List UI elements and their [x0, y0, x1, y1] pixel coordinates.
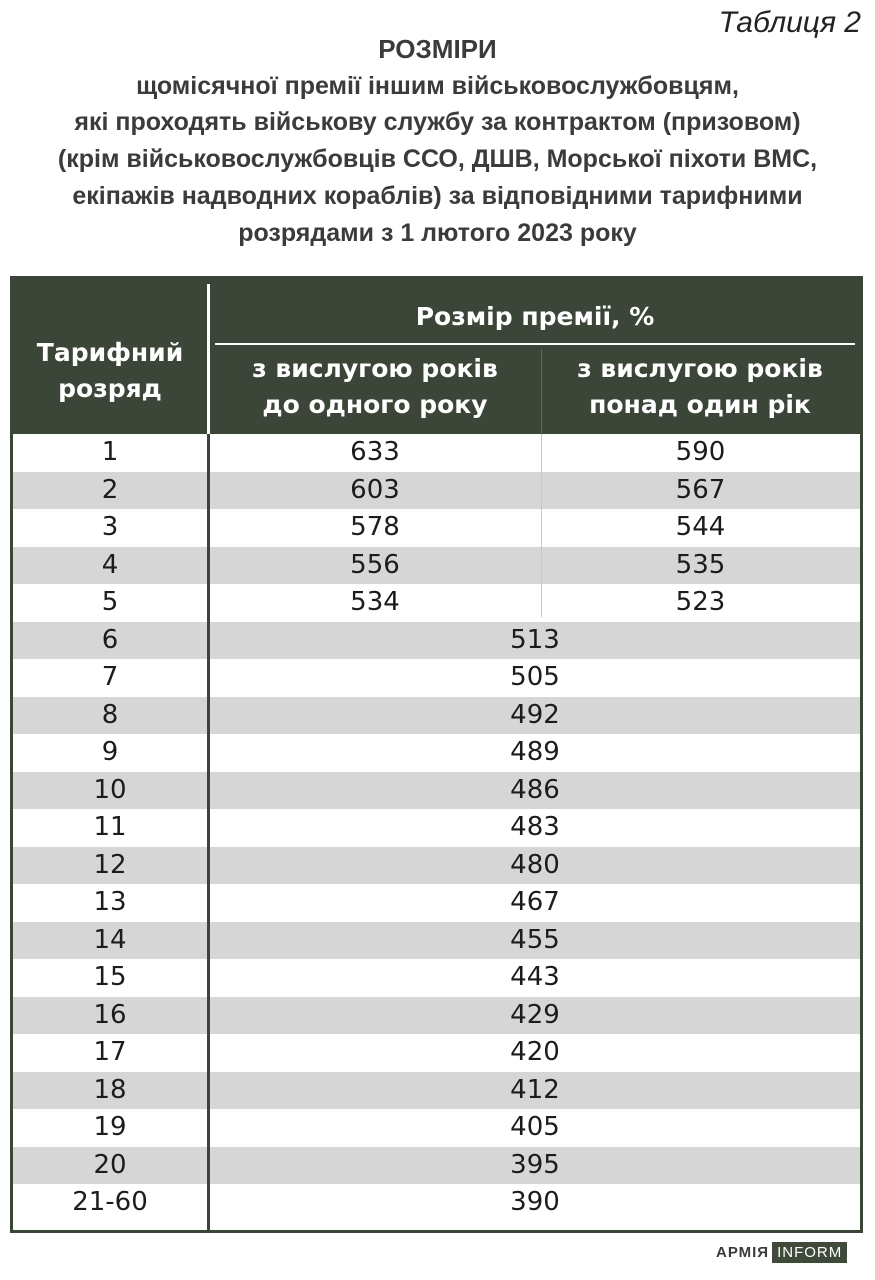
table-row — [13, 1072, 860, 1110]
premium-under-one-year-cell: 633 — [350, 437, 400, 467]
header-premium: Розмір премії, % — [415, 302, 655, 331]
table-row — [13, 509, 860, 547]
title-line: розрядами з 1 лютого 2023 року — [238, 218, 637, 247]
premium-under-one-year-cell: 578 — [350, 512, 400, 542]
premium-cell: 486 — [510, 774, 560, 805]
rank-cell: 14 — [93, 924, 127, 955]
table-row — [13, 1034, 860, 1072]
premium-cell: 489 — [510, 737, 560, 767]
rank-cell: 21-60 — [72, 1187, 148, 1217]
premium-cell: 467 — [510, 887, 560, 917]
table-row — [13, 584, 860, 622]
premium-cell: 429 — [510, 999, 560, 1030]
table-header — [13, 279, 860, 434]
table-row — [13, 659, 860, 697]
premium-over-one-year-cell: 544 — [675, 512, 726, 542]
rank-cell: 15 — [93, 962, 127, 992]
logo-text-right: INFORM — [772, 1242, 847, 1263]
premium-cell: 420 — [510, 1037, 560, 1067]
rank-cell: 20 — [93, 1149, 127, 1180]
rank-cell: 8 — [101, 699, 119, 730]
premium-under-one-year-cell: 603 — [350, 474, 400, 505]
premium-over-one-year-cell: 523 — [675, 587, 726, 617]
rank-cell: 19 — [93, 1112, 127, 1142]
table-row — [13, 1147, 860, 1185]
premium-cell: 395 — [510, 1149, 560, 1180]
rank-cell: 9 — [101, 737, 119, 767]
header-sub-line: з вислугою років — [577, 354, 823, 383]
header-service-under-one-year — [210, 351, 540, 423]
table-row — [13, 1184, 860, 1222]
title-line: (крім військовослужбовців ССО, ДШВ, Морської піхоти ВМС, — [57, 145, 818, 174]
rank-cell: 1 — [101, 437, 119, 467]
table-number-label: Таблиця 2 — [718, 6, 861, 39]
rank-column-divider — [207, 434, 210, 1233]
title-line: щомісячної премії іншим військовослужбовцям, — [136, 71, 739, 100]
premium-cell: 412 — [510, 1074, 560, 1105]
rank-cell: 16 — [93, 999, 127, 1030]
premium-over-one-year-cell: 567 — [675, 474, 726, 505]
header-divider-horizontal — [215, 343, 855, 345]
table-row — [13, 884, 860, 922]
title-line: які проходять військову службу за контрактом (призовом) — [74, 108, 801, 137]
table-row — [13, 959, 860, 997]
premium-cell: 390 — [510, 1187, 560, 1217]
rank-cell: 2 — [101, 474, 119, 505]
table-row — [13, 1109, 860, 1147]
rank-cell: 10 — [93, 774, 127, 805]
table-row — [13, 922, 860, 960]
premium-cell: 492 — [510, 699, 560, 730]
premium-cell: 483 — [510, 812, 560, 842]
premium-table — [10, 276, 863, 1233]
header-sub-line: понад один рік — [589, 390, 811, 419]
premium-over-one-year-cell: 535 — [675, 549, 726, 580]
premium-cell: 443 — [510, 962, 560, 992]
header-sub-line: до одного року — [262, 390, 488, 419]
document-title — [0, 31, 875, 251]
rank-cell: 11 — [93, 812, 127, 842]
rank-cell: 18 — [93, 1074, 127, 1105]
table-body — [13, 434, 860, 1222]
premium-cell: 405 — [510, 1112, 560, 1142]
premium-column-divider — [541, 434, 542, 617]
rank-cell: 13 — [93, 887, 127, 917]
logo-text-left: АРМІЯ — [716, 1243, 770, 1261]
premium-cell: 505 — [510, 662, 560, 692]
header-service-over-one-year — [540, 351, 860, 423]
table-row — [13, 772, 860, 810]
premium-cell: 513 — [510, 624, 560, 655]
header-sub-line: з вислугою років — [252, 354, 498, 383]
armyinform-logo — [716, 1240, 847, 1264]
table-row — [13, 547, 860, 585]
table-row — [13, 809, 860, 847]
header-rank — [13, 335, 207, 407]
premium-under-one-year-cell: 534 — [350, 587, 400, 617]
header-rank-line: розряд — [58, 374, 162, 403]
title-line: екіпажів надводних кораблів) за відповідними тарифними — [72, 181, 803, 210]
rank-cell: 7 — [101, 662, 119, 692]
premium-cell: 480 — [510, 849, 560, 880]
rank-cell: 5 — [101, 587, 119, 617]
header-rank-line: Тарифний — [36, 338, 184, 367]
title-heading: РОЗМІРИ — [378, 34, 497, 64]
premium-over-one-year-cell: 590 — [675, 437, 726, 467]
table-row — [13, 622, 860, 660]
table-row — [13, 847, 860, 885]
table-row — [13, 434, 860, 472]
premium-cell: 455 — [510, 924, 560, 955]
rank-cell: 12 — [93, 849, 127, 880]
rank-cell: 17 — [93, 1037, 127, 1067]
table-row — [13, 734, 860, 772]
rank-cell: 3 — [101, 512, 119, 542]
rank-cell: 6 — [101, 624, 119, 655]
table-row — [13, 472, 860, 510]
rank-cell: 4 — [101, 549, 119, 580]
table-row — [13, 697, 860, 735]
table-row — [13, 997, 860, 1035]
premium-under-one-year-cell: 556 — [350, 549, 400, 580]
